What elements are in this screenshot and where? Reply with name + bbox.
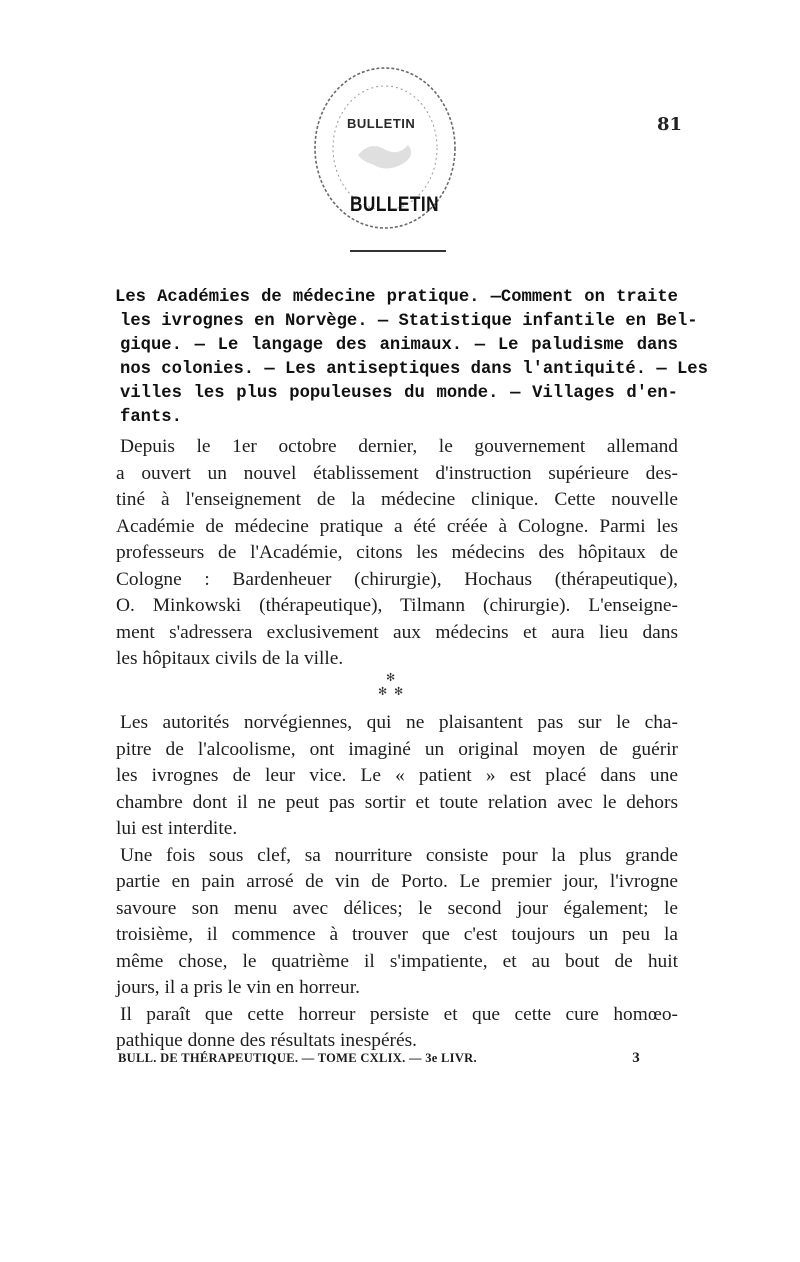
page-number: 81	[656, 114, 682, 135]
text-line: Les autorités norvégiennes, qui ne plaisantent pas sur le cha-	[120, 712, 678, 733]
text-line: même chose, le quatrième il s'impatiente, et au bout de huit	[116, 950, 678, 972]
text-line: Il paraît que cette horreur persiste et que cette cure homœo-	[120, 1003, 678, 1025]
library-stamp	[300, 60, 470, 245]
summary-line: Les Académies de médecine pratique. —Comment on traite	[115, 288, 678, 307]
summary-line: gique. — Le langage des animaux. — Le paludisme dans	[120, 336, 678, 355]
stamp-label-top: BULLETIN	[347, 116, 416, 131]
text-line: pitre de l'alcoolisme, ont imaginé un original moyen de guérir	[116, 738, 678, 760]
section-summary	[115, 286, 708, 430]
text-line: les hôpitaux civils de la ville.	[116, 648, 344, 669]
paragraph-norway-drunkards	[116, 710, 678, 1055]
text-line: tiné à l'enseignement de la médecine clinique. Cette nouvelle	[116, 489, 678, 510]
text-line: Académie de médecine pratique a été créée à Cologne. Parmi les	[116, 515, 678, 537]
paragraph-cologne-academy	[116, 434, 678, 673]
page-footer	[118, 1050, 640, 1067]
header-rule	[350, 250, 446, 252]
text-line: pathique donne des résultats inespérés.	[116, 1030, 418, 1051]
text-line: les ivrognes de leur vice. Le « patient » est placé dans une	[116, 765, 678, 786]
summary-line: les ivrognes en Norvège. — Statistique infantile en Bel-	[120, 312, 698, 331]
summary-line: nos colonies. — Les antiseptiques dans l'antiquité. — Les	[120, 360, 708, 379]
text-line: ment s'adressera exclusivement aux médecins et aura lieu dans	[116, 621, 678, 643]
stamp-graphic	[300, 60, 470, 245]
text-line: professeurs de l'Académie, citons les médecins des hôpitaux de	[116, 542, 678, 563]
summary-line: fants.	[120, 408, 182, 427]
text-line: jours, il a pris le vin en horreur.	[116, 977, 360, 998]
text-line: chambre dont il ne peut pas sortir et toute relation avec le dehors	[116, 791, 678, 813]
text-line: troisième, il commence à trouver que c'est toujours un peu la	[116, 924, 678, 945]
text-line: savoure son menu avec délices; le second jour également; le	[116, 897, 678, 919]
asterism-separator: ✻ ✻ ✻	[378, 671, 404, 698]
text-line: a ouvert un nouvel établissement d'instruction supérieure des-	[116, 462, 678, 484]
footer-signature-number: 3	[632, 1050, 640, 1066]
text-line: Cologne : Bardenheuer (chirurgie), Hochaus (thérapeutique),	[116, 568, 678, 590]
text-line: partie en pain arrosé de vin de Porto. Le premier jour, l'ivrogne	[116, 871, 678, 892]
text-line: O. Minkowski (thérapeutique), Tilmann (chirurgie). L'enseigne-	[116, 595, 678, 616]
text-line: Depuis le 1er octobre dernier, le gouvernement allemand	[120, 436, 678, 457]
footer-journal-reference: BULL. DE THÉRAPEUTIQUE. — TOME CXLIX. — 3e LIVR.	[118, 1051, 477, 1065]
summary-line: villes les plus populeuses du monde. — Villages d'en-	[120, 384, 678, 403]
text-line: lui est interdite.	[116, 818, 238, 839]
text-line: Une fois sous clef, sa nourriture consiste pour la plus grande	[120, 844, 678, 866]
stamp-label-big: BULLETIN	[350, 193, 440, 216]
